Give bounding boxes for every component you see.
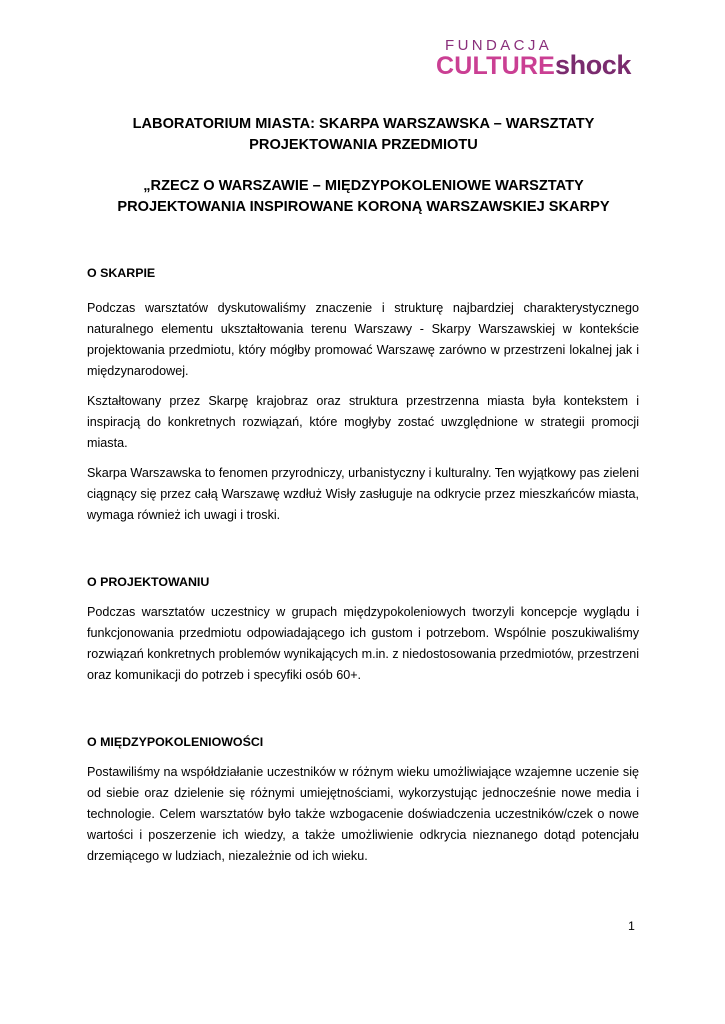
page-number: 1	[628, 919, 635, 933]
paragraph-skarpa-3: Skarpa Warszawska to fenomen przyrodniczy, urbanistyczny i kulturalny. Ten wyjątkowy pas zieleni ciągnący się przez całą Warszawę wzdłuż Wisły zasługuje na odkrycie przez mieszkańców miasta, wymaga również ich uwagi i troski.	[87, 466, 639, 522]
section-heading-skarpa: O SKARPIE	[87, 266, 156, 280]
paragraph-skarpa-1: Podczas warsztatów dyskutowaliśmy znaczenie i strukturę najbardziej charakterystycznego naturalnego elementu ukształtowania terenu Warszawy - Skarpy Warszawskiej w kontekście projektowania przedmiotu, który mógłby promować Warszawę zarówno w przestrzeni lokalnej jak i międzynarodowej.	[87, 301, 639, 378]
paragraph-miedzypokoleniowosc-1: Postawiliśmy na współdziałanie uczestników w różnym wieku umożliwiające wzajemne uczenie się od siebie oraz dzielenie się różnymi umiejętnościami, wykorzystując jednocześnie nowe media i technologie. Celem warsztatów było także wzbogacenie doświadczenia uczestników/czek o nowe wartości i poszerzenie ich wiedzy, a także umożliwienie odkrycia nieznanego dotąd potencjału drzemiącego w ludziach, niezależnie od ich wieku.	[87, 765, 639, 863]
logo-culture-text: CULTURE	[436, 52, 555, 80]
paragraph-projektowanie-1: Podczas warsztatów uczestnicy w grupach międzypokoleniowych tworzyli koncepcje wyglądu i funkcjonowania przedmiotu odpowiadającego ich gustom i potrzebom. Wspólnie poszukiwaliśmy rozwiązań konkretnych problemów wynikających m.in. z niedostosowania przedmiotów, przestrzeni oraz komunikacji do potrzeb i specyfiki osób 60+.	[87, 605, 639, 682]
logo-fundacja-text: FUNDACJA	[445, 37, 553, 54]
document-title: LABORATORIUM MIASTA: SKARPA WARSZAWSKA – WARSZTATY PROJEKTOWANIA PRZEDMIOTU	[132, 116, 595, 153]
section-heading-projektowanie: O PROJEKTOWANIU	[87, 575, 210, 589]
paragraph-skarpa-2: Kształtowany przez Skarpę krajobraz oraz struktura przestrzenna miasta była kontekstem i inspiracją do konkretnych rozwiązań, które mogłyby zostać uwzględnione w strategii promocji miasta.	[87, 394, 639, 450]
logo-wordmark	[436, 52, 631, 83]
logo-shock-text: shock	[554, 50, 632, 80]
fundacja-cultureshock-logo	[436, 38, 641, 80]
section-heading-miedzypokoleniowosc: O MIĘDZYPOKOLENIOWOŚCI	[87, 735, 264, 749]
document-subtitle: „RZECZ O WARSZAWIE – MIĘDZYPOKOLENIOWE WARSZTATY PROJEKTOWANIA INSPIROWANE KORONĄ WARSZAWSKIEJ SKARPY	[117, 178, 610, 215]
